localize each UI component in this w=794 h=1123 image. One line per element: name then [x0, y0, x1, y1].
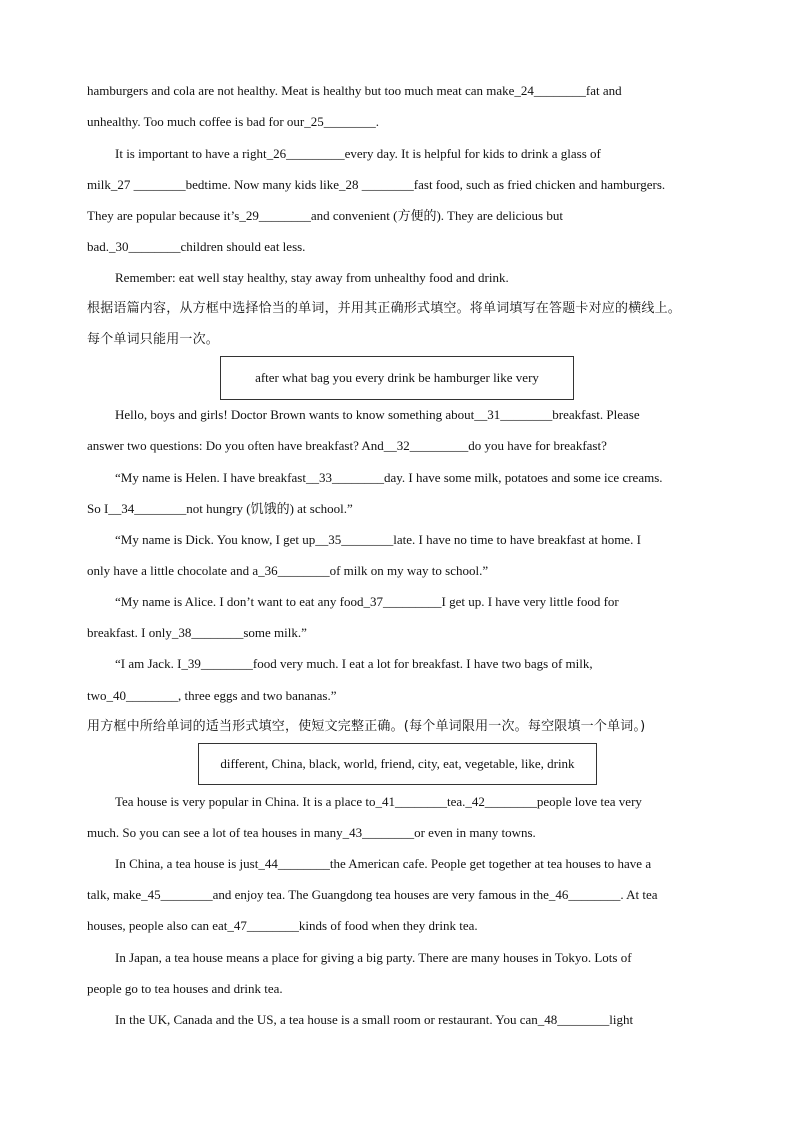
text-line: So I__34________not hungry (饥饿的) at school.”: [87, 501, 353, 516]
text-line: “I am Jack. I_39________food very much. I eat a lot for breakfast. I have two bags of milk,: [115, 656, 593, 671]
word-box-text: different, China, black, world, friend, city, eat, vegetable, like, drink: [220, 756, 575, 771]
text-line: hamburgers and cola are not healthy. Meat is healthy but too much meat can make_24________fat and: [87, 83, 622, 98]
text-line: In China, a tea house is just_44________the American cafe. People get together at tea houses to have a: [115, 856, 652, 871]
text-line: bad._30________children should eat less.: [87, 239, 306, 254]
text-line: In the UK, Canada and the US, a tea house is a small room or restaurant. You can_48________light: [115, 1012, 634, 1027]
text-line: talk, make_45________and enjoy tea. The Guangdong tea houses are very famous in the_46________. At tea: [87, 887, 658, 902]
text-line: houses, people also can eat_47________kinds of food when they drink tea.: [87, 918, 478, 933]
word-box-2: [198, 743, 597, 785]
word-box-1: [220, 356, 574, 400]
text-line: “My name is Dick. You know, I get up__35________late. I have no time to have breakfast at home. I: [115, 532, 641, 547]
text-line: “My name is Alice. I don’t want to eat any food_37_________I get up. I have very little food for: [115, 594, 619, 609]
text-line: They are popular because it’s_29________and convenient (方便的). They are delicious but: [87, 208, 563, 223]
text-line: milk_27 ________bedtime. Now many kids like_28 ________fast food, such as fried chicken and hamburgers.: [87, 177, 666, 192]
instruction-line: 用方框中所给单词的适当形式填空，使短文完整正确。(每个单词限用一次。每空限填一个单词。): [87, 719, 646, 734]
text-line: In Japan, a tea house means a place for giving a big party. There are many houses in Tokyo. Lots of: [115, 950, 632, 965]
text-line: breakfast. I only_38________some milk.”: [87, 625, 307, 640]
instruction-line: 根据语篇内容，从方框中选择恰当的单词，并用其正确形式填空。将单词填写在答题卡对应的横线上。: [87, 301, 682, 316]
text-line: much. So you can see a lot of tea houses in many_43________or even in many towns.: [87, 825, 536, 840]
word-box-text: after what bag you every drink be hamburger like very: [255, 370, 539, 385]
instruction-line: 每个单词只能用一次。: [87, 332, 220, 347]
text-line: Remember: eat well stay healthy, stay away from unhealthy food and drink.: [115, 270, 509, 285]
text-line: people go to tea houses and drink tea.: [87, 981, 283, 996]
text-line: Tea house is very popular in China. It is a place to_41________tea._42________people love tea very: [115, 794, 642, 809]
text-line: “My name is Helen. I have breakfast__33________day. I have some milk, potatoes and some ice creams.: [115, 470, 663, 485]
text-line: Hello, boys and girls! Doctor Brown wants to know something about__31________breakfast. Please: [115, 407, 640, 422]
text-line: unhealthy. Too much coffee is bad for our_25________.: [87, 114, 380, 129]
text-line: It is important to have a right_26_________every day. It is helpful for kids to drink a glass of: [115, 146, 601, 161]
text-line: only have a little chocolate and a_36________of milk on my way to school.”: [87, 563, 489, 578]
text-line: answer two questions: Do you often have breakfast? And__32_________do you have for breakfast?: [87, 438, 607, 453]
text-line: two_40________, three eggs and two bananas.”: [87, 688, 337, 703]
